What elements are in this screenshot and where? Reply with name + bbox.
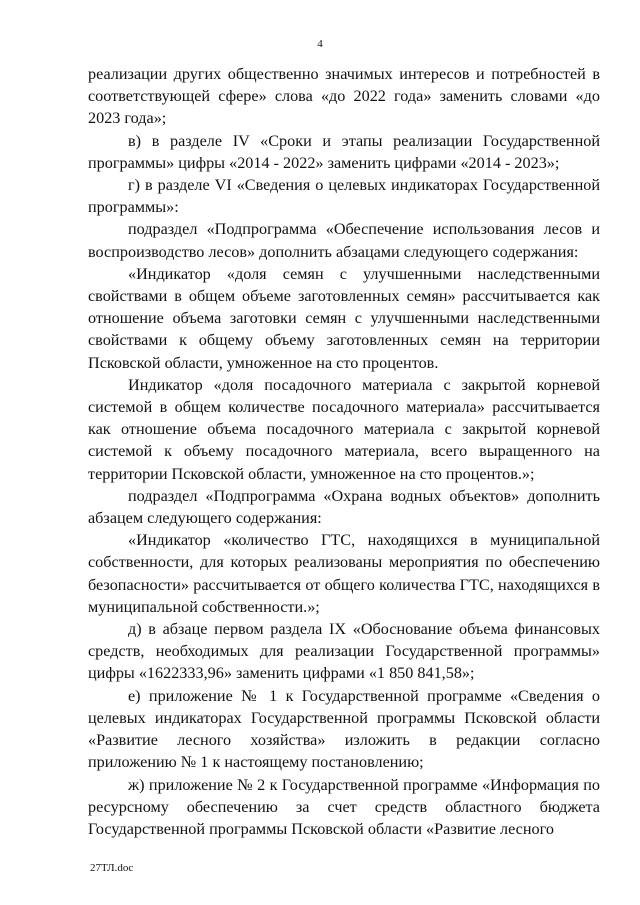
- paragraph-subsection-forests: подраздел «Подпрограмма «Обеспечение использования лесов и воспроизводство лесов» дополнить абзацами следующего содержания:: [88, 220, 600, 261]
- document-body: [88, 63, 600, 840]
- paragraph-item-d: д) в абзаце первом раздела IX «Обоснование объема финансовых средств, необходимых для реализации Государственной программы» цифры «1622333,96» заменить цифрами «1 850 841,58»;: [88, 620, 600, 683]
- paragraph-item-v: в) в разделе IV «Сроки и этапы реализации Государственной программы» цифры «2014 - 2022» заменить цифрами «2014 - 2023»;: [88, 131, 600, 172]
- paragraph-subsection-water: подраздел «Подпрограмма «Охрана водных объектов» дополнить абзацем следующего содержания:: [88, 486, 600, 528]
- paragraph-indicator-planting-material: Индикатор «доля посадочного материала с закрытой корневой системой в общем количестве посадочного материала» рассчитывается как отношение объема посадочного материала с закрытой корневой системой к объему посадочного материала, всего выращенного на территории Псковской области, умноженное на сто процентов.»;: [88, 375, 600, 483]
- paragraph-continuation: реализации других общественно значимых интересов и потребностей в соответствующей сфере» слова «до 2022 года» заменить словами «до 2023 года»;: [88, 65, 600, 128]
- paragraph-item-g: г) в разделе VI «Сведения о целевых индикаторах Государственной программы»:: [88, 176, 600, 217]
- paragraph-item-zh: ж) приложение № 2 к Государственной программе «Информация по ресурсному обеспечению за счет средств областного бюджета Государственной программы Псковской области «Развитие лесного: [88, 775, 600, 838]
- footer-filename: 27ТЛ.doc: [90, 862, 134, 874]
- paragraph-indicator-seeds: «Индикатор «доля семян с улучшенными наследственными свойствами в общем объеме заготовленных семян» рассчитывается как отношение объема заготовки семян с улучшенными наследственными свойствами к общему объему заготовленных семян на территории Псковской области, умноженное на сто процентов.: [88, 264, 600, 372]
- page-number: 4: [317, 38, 323, 50]
- paragraph-item-e: е) приложение № 1 к Государственной программе «Сведения о целевых индикаторах Государственной программы Псковской области «Развитие лесного хозяйства» изложить в редакции согласно приложению № 1 к настоящему постановлению;: [88, 686, 600, 772]
- paragraph-indicator-gts: «Индикатор «количество ГТС, находящихся в муниципальной собственности, для которых реализованы мероприятия по обеспечению безопасности» рассчитывается от общего количества ГТС, находящихся в муниципальной собственности.»;: [88, 531, 600, 616]
